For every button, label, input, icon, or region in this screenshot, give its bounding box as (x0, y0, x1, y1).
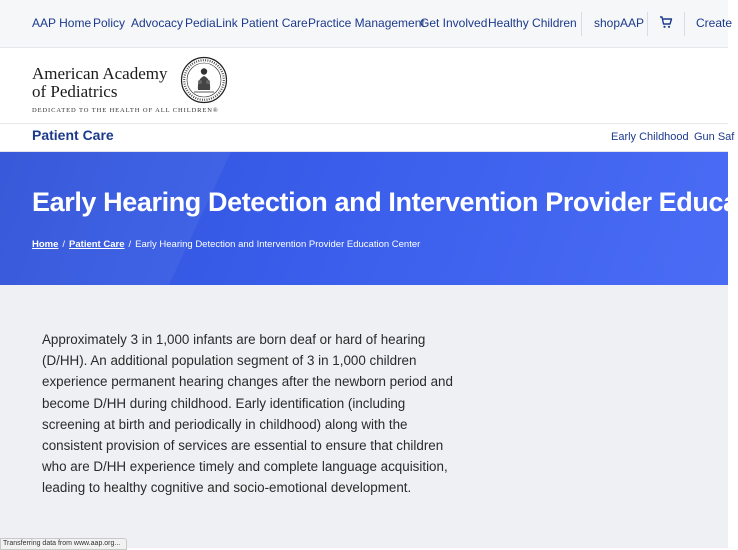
logo-tagline: DEDICATED TO THE HEALTH OF ALL CHILDREN® (32, 107, 219, 114)
breadcrumb-home[interactable]: Home (32, 239, 59, 250)
logo-name-line1[interactable]: American Academy (32, 64, 168, 83)
nav-aap-home[interactable]: AAP Home (32, 16, 92, 30)
nav-advocacy[interactable]: Advocacy (131, 16, 184, 30)
main-content (0, 285, 728, 548)
nav-divider (647, 12, 648, 36)
logo-band (0, 48, 728, 124)
section-title[interactable]: Patient Care (32, 127, 114, 143)
breadcrumb (32, 239, 420, 250)
aap-seal-icon[interactable] (180, 56, 228, 104)
cart-icon[interactable] (659, 15, 673, 29)
breadcrumb-separator: / (62, 239, 66, 250)
nav-patient-care[interactable]: Patient Care (241, 16, 308, 30)
top-nav (0, 0, 733, 48)
nav-divider (581, 12, 582, 36)
browser-status-bar: Transferring data from www.aap.org... (0, 538, 127, 550)
nav-policy[interactable]: Policy (93, 16, 126, 30)
nav-divider (684, 12, 685, 36)
nav-create-account[interactable]: Create (696, 16, 733, 30)
hero-decoration (0, 152, 231, 285)
section-nav (0, 124, 735, 152)
subnav-early-childhood[interactable]: Early Childhood (611, 131, 689, 143)
intro-paragraph: Approximately 3 in 1,000 infants are born deaf or hard of hearing (D/HH). An additional population segment of 3 in 1,000 children experience permanent hearing changes after the newborn period and become D/HH during childhood. Early identification (including screening at birth and periodically in childhood) along with the consistent provision of services are essential to ensure that children who are D/HH experience timely and complete language acquisition, leading to healthy cognitive and socio-emotional development. (42, 332, 453, 496)
nav-shop-aap[interactable]: shopAAP (594, 16, 645, 30)
page-title: Early Hearing Detection and Intervention Provider Educa (32, 187, 738, 217)
nav-pedialink[interactable]: PediaLink (185, 16, 238, 30)
hero-banner (0, 152, 738, 285)
nav-get-involved[interactable]: Get Involved (420, 16, 488, 30)
subnav-gun-safety[interactable]: Gun Saf (694, 131, 735, 143)
breadcrumb-separator: / (128, 239, 132, 250)
breadcrumb-patient-care[interactable]: Patient Care (69, 239, 125, 250)
breadcrumb-current: Early Hearing Detection and Intervention Provider Education Center (135, 239, 421, 250)
nav-practice-management[interactable]: Practice Management (308, 16, 425, 30)
nav-healthy-children[interactable]: Healthy Children (488, 16, 577, 30)
logo-name-line2[interactable]: of Pediatrics (32, 82, 118, 101)
